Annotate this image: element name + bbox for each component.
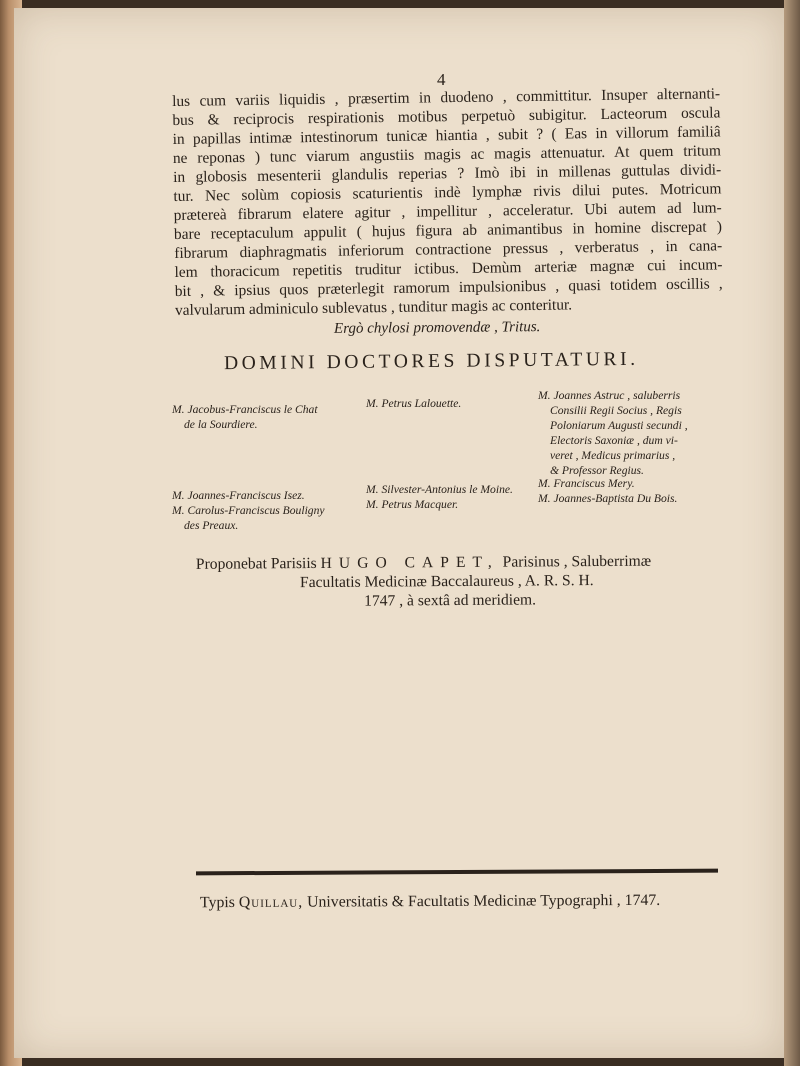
conclusion: Ergò chylosi promovendæ , Tritus. [333,319,541,337]
imprint-prefix: Typis [199,894,235,912]
body-line: bus & reciprocis respirationis motibus perpetuò subigitur. Lacteorum oscula [172,104,721,129]
doctor-name: M. Petrus Lalouette. [366,397,462,410]
doctor-name: de la Sourdiere. [184,418,258,431]
announcement-line-2: Facultatis Medicinæ Baccalaureus , A. R. S. H. [299,572,594,592]
body-line: tur. Nec solùm copiosis scaturientis indè lymphæ rivis dilui putes. Motricum [173,180,722,205]
doctor-entry [172,402,318,432]
doctor-name: M. Joannes Astruc , saluberris [538,389,681,402]
document-page [14,8,784,1058]
defense-announcement [196,551,716,612]
doctor-entry [538,476,677,506]
doctor-name: M. Joannes-Franciscus Isez. [172,489,305,502]
body-line: lem thoracicum repetitis truditur ictibus. Demùm arteriæ magnæ cui incum- [174,256,723,281]
doctor-entry [172,488,325,533]
doctor-name: Electoris Saxoniæ , dum vi- [550,434,678,447]
doctor-name: veret , Medicus primarius , [550,449,676,462]
doctor-name: M. Joannes-Baptista Du Bois. [538,492,678,505]
page-number: 4 [437,70,446,89]
doctor-name: Poloniarum Augusti secundi , [550,419,688,432]
doctor-name: M. Jacobus-Franciscus le Chat [172,403,318,416]
doctor-name: M. Petrus Macquer. [366,498,459,511]
candidate-name: HUGO CAPET, [320,553,499,572]
printer-name: Quillau, [238,893,304,912]
doctor-name: M. Franciscus Mery. [538,477,635,490]
section-heading: DOMINI DOCTORES DISPUTATURI. [223,348,639,375]
page-edge [784,0,800,1066]
body-line: valvularum adminiculo sublevatus , tunditur magis ac conteritur. [174,296,573,319]
body-line: bit , & ipsius quos præterlegit ramorum impulsionibus , quasi totidem oscillis , [174,275,723,300]
imprint [200,892,660,912]
doctor-entry [366,482,513,512]
doctor-name: M. Silvester-Antonius le Moine. [366,483,513,496]
body-paragraph [172,84,723,320]
body-line: lus cum variis liquidis , præsertim in duodeno , committitur. Insuper alternanti- [172,85,721,110]
body-line: in globosis mesenterii glandulis reperias ? Imò ibi in millenas guttulas dividi- [173,161,722,186]
body-line: in papillas intimæ intestinorum tunicæ hiantia , subit ? ( Eas in villorum familiâ [172,123,721,148]
doctor-entry [538,388,688,478]
doctor-name: des Preaux. [184,519,239,532]
announcement-line-3: 1747 , à sextâ ad meridiem. [364,591,537,610]
body-line: prætereà fibrarum elatere agitur , impellitur , acceleratur. Ubi autem ad lum- [173,199,722,224]
body-line: bare receptaculum appulit ( hujus figura ab animantibus in homine discrepat ) [173,218,723,243]
doctor-name: M. Carolus-Franciscus Bouligny [172,504,325,517]
doctor-entry [366,396,461,411]
announcement-lead: Proponebat Parisiis [195,554,317,573]
doctor-name: & Professor Regius. [550,464,644,477]
imprint-suffix: Universitatis & Facultatis Medicinæ Typographi , 1747. [307,891,661,911]
body-line: ne reponas ) tunc viarum angustiis magis ac magis attenuatur. At quem tritum [172,142,721,167]
announcement-origin: Parisinus , Saluberrimæ [502,552,652,571]
divider-rule [196,869,718,876]
body-line: fibrarum diaphragmatis inferiorum contractione pressus , verberatus , in cana- [174,237,723,262]
doctor-name: Consilii Regii Socius , Regis [550,404,682,417]
